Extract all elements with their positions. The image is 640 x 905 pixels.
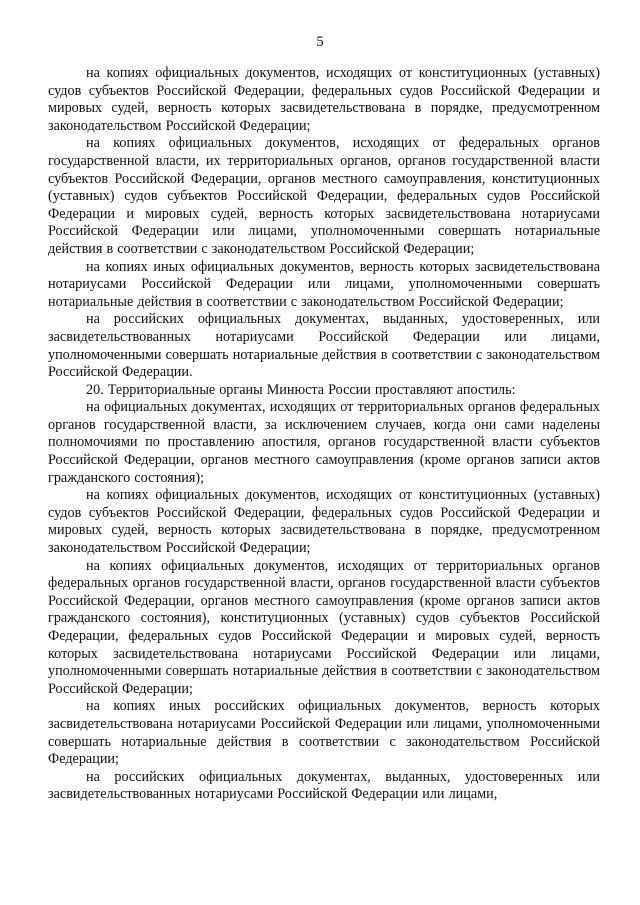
page-number: 5 xyxy=(316,34,324,50)
paragraph: на копиях официальных документов, исходящих от конституционных (уставных) судов субъектов Российской Федерации, федеральных судов Российской Федерации и мировых судей, верность которых засвидетельствована в порядке, предусмотренном законодательством Российской Федерации; xyxy=(48,487,600,557)
paragraph: на официальных документах, исходящих от территориальных органов федеральных органов государственной власти, за исключением случаев, когда они сами наделены полномочиями по проставлению апостиля, органов государственной власти субъектов Российской Федерации, органов местного самоуправления (кроме органов записи актов гражданского состояния); xyxy=(48,399,600,486)
paragraph: на копиях иных российских официальных документов, верность которых засвидетельствована нотариусами Российской Федерации или лицами, уполномоченными совершать нотариальные действия в соответствии с законодательством Российской Федерации; xyxy=(48,698,600,768)
document-body xyxy=(48,65,600,804)
paragraph: на российских официальных документах, выданных, удостоверенных, или засвидетельствованных нотариусами Российской Федерации или лицами, уполномоченными совершать нотариальные действия в соответствии с законодательством Российской Федерации. xyxy=(48,311,600,381)
paragraph: на копиях официальных документов, исходящих от конституционных (уставных) судов субъектов Российской Федерации, федеральных судов Российской Федерации и мировых судей, верность которых засвидетельствована в порядке, предусмотренном законодательством Российской Федерации; xyxy=(48,65,600,134)
paragraph: на копиях официальных документов, исходящих от территориальных органов федеральных органов государственной власти, органов государственной власти субъектов Российской Федерации, органов местного самоуправления (кроме органов записи актов гражданского состояния), конституционных (уставных) судов субъектов Российской Федерации, федеральных судов Российской Федерации и мировых судей, верность которых засвидетельствована нотариусами Российской Федерации или лицами, уполномоченными совершать нотариальные действия в соответствии с законодательством Российской Федерации; xyxy=(48,557,600,697)
paragraph: на копиях иных официальных документов, верность которых засвидетельствована нотариусами Российской Федерации или лицами, уполномоченными совершать нотариальные действия в соответствии с законодательством Российской Федерации; xyxy=(48,258,600,310)
section-heading-paragraph: 20. Территориальные органы Минюста России проставляют апостиль: xyxy=(86,381,516,398)
paragraph: на копиях официальных документов, исходящих от федеральных органов государственной власти, их территориальных органов, органов государственной власти субъектов Российской Федерации, органов местного самоуправления, конституционных (уставных) судов субъектов Российской Федерации, федеральных судов Российской Федерации и мировых судей, верность которых засвидетельствована нотариусами Российской Федерации или лицами, уполномоченными совершать нотариальные действия в соответствии с законодательством Российской Федерации; xyxy=(48,135,600,257)
paragraph: на российских официальных документах, выданных, удостоверенных или засвидетельствованных нотариусами Российской Федерации или лицами, xyxy=(48,768,600,803)
